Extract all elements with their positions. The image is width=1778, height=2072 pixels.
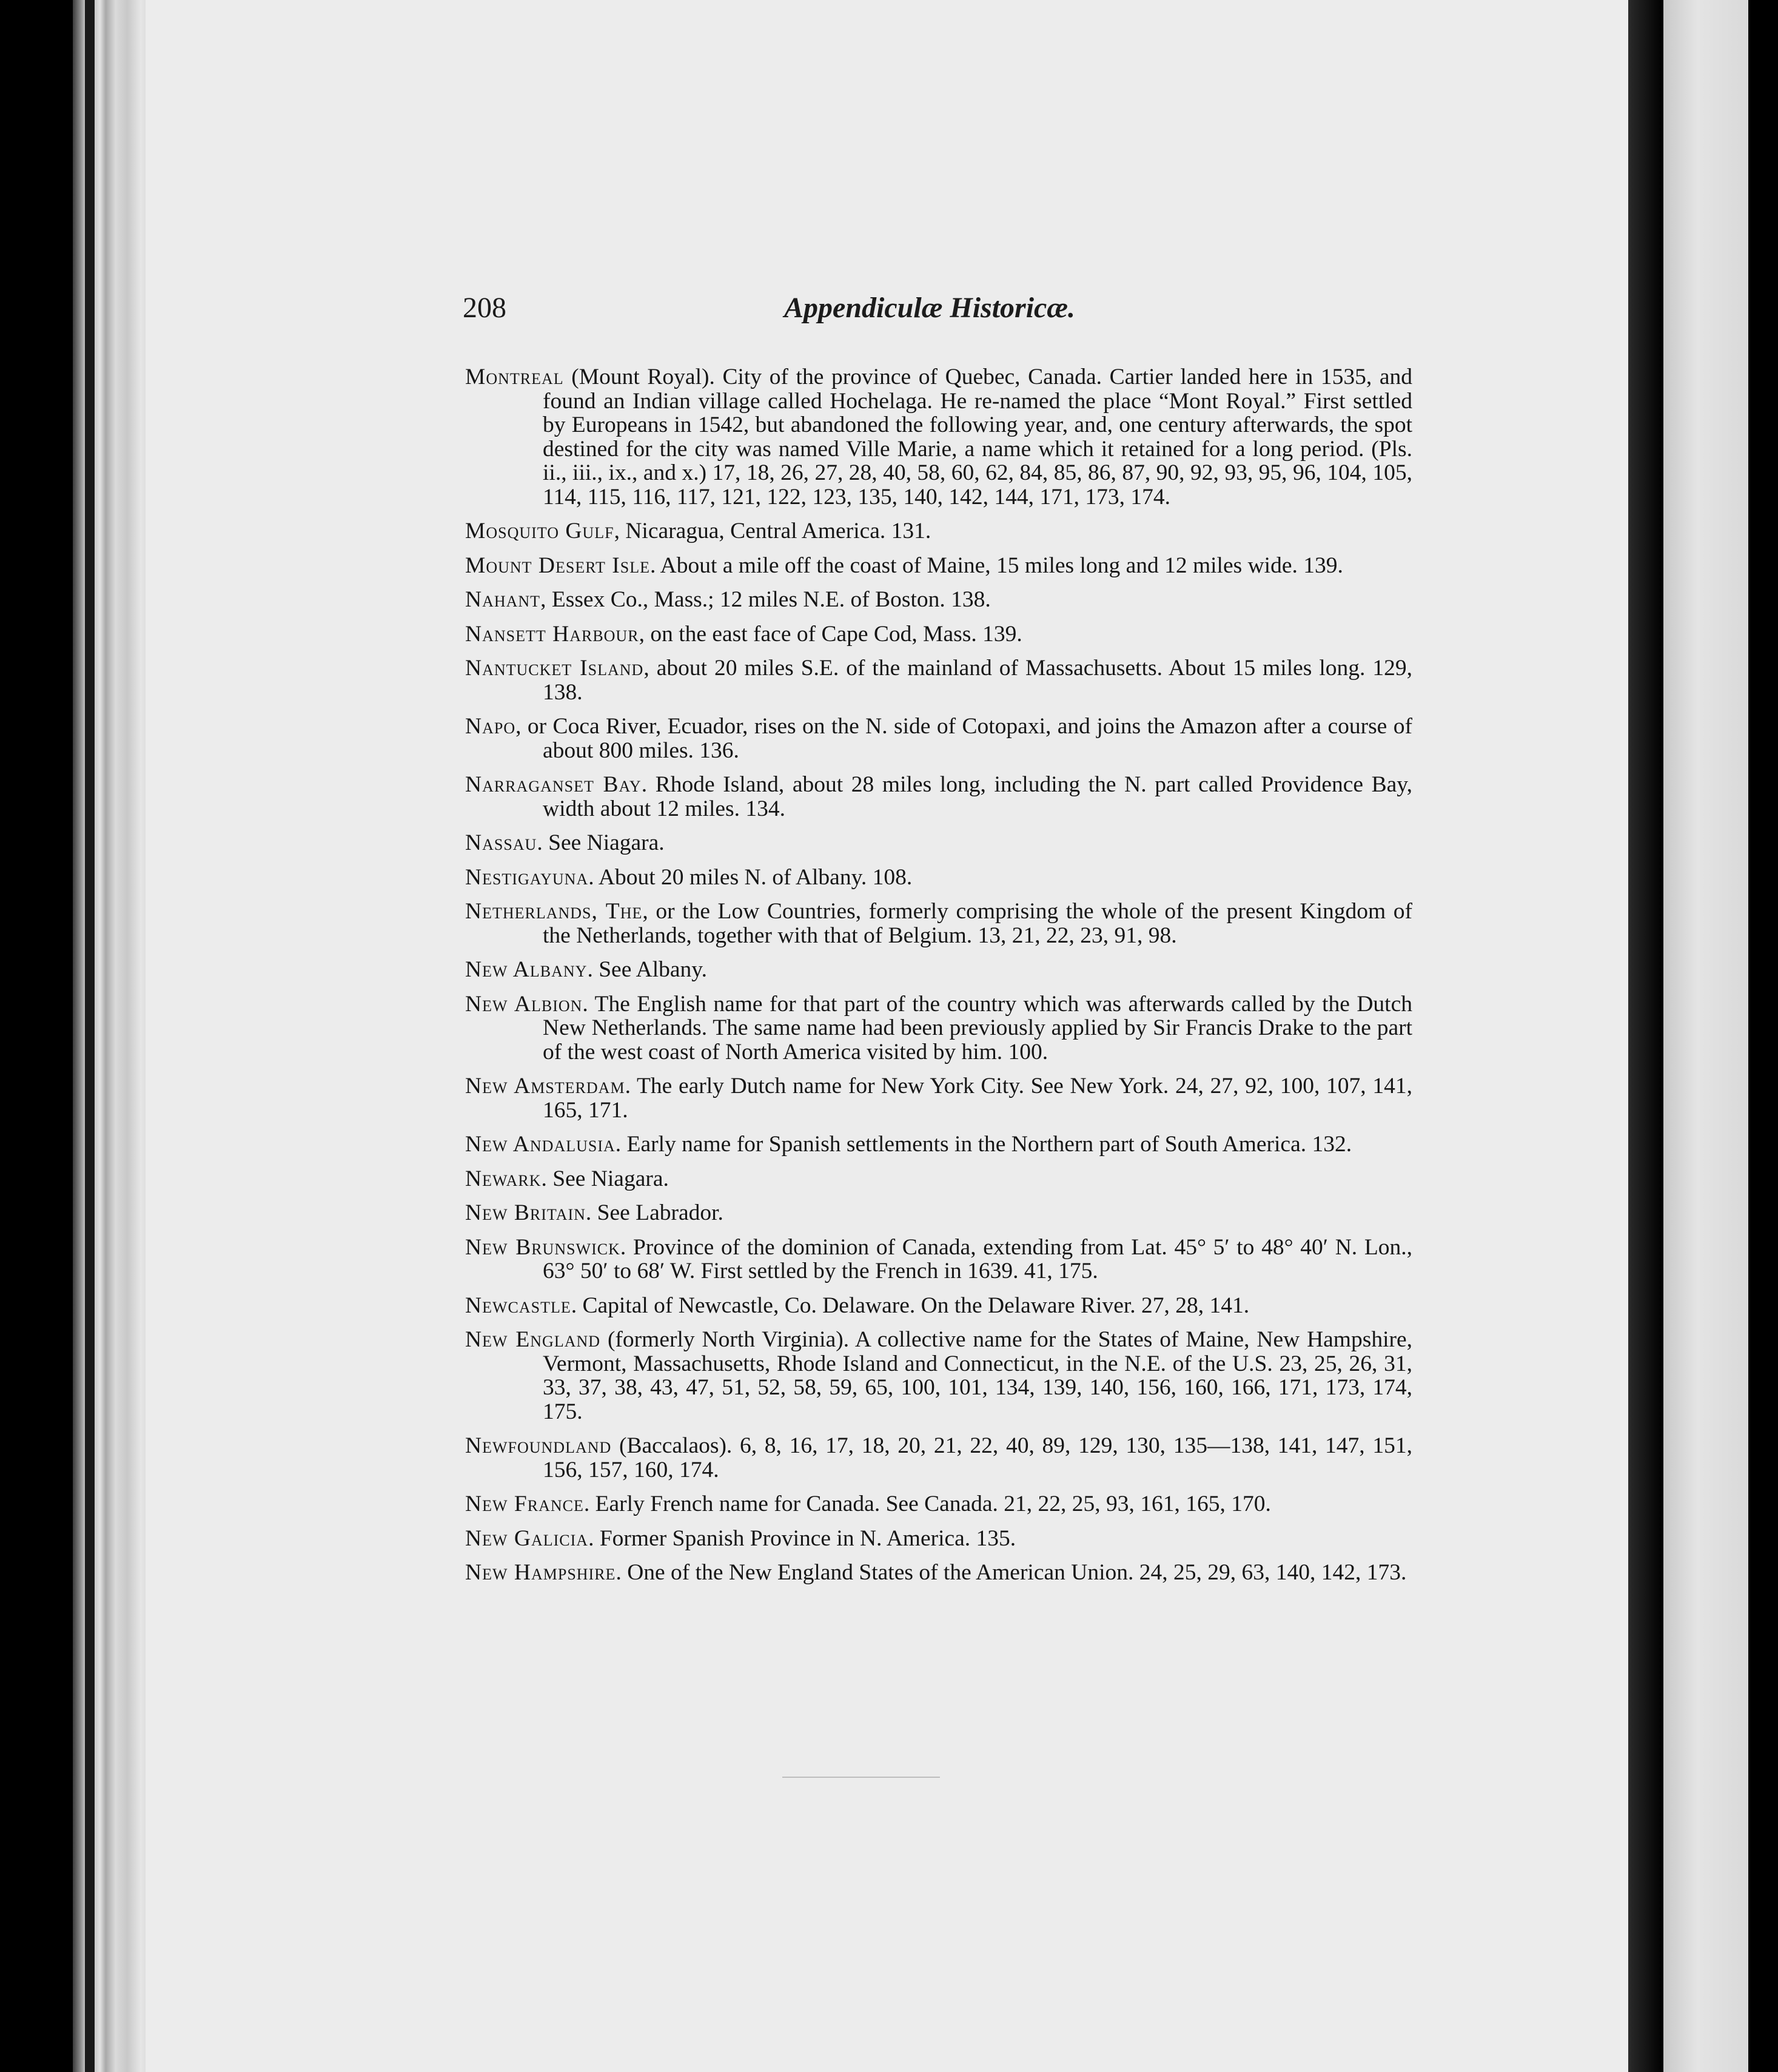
index-entry	[465, 831, 1412, 855]
gutter-shadow	[1628, 0, 1663, 2072]
index-entry	[465, 1492, 1412, 1516]
index-entry	[465, 1074, 1412, 1122]
index-entry	[465, 554, 1412, 578]
entry-heading: Netherlands, The	[465, 899, 643, 924]
entry-description: , Essex Co., Mass.; 12 miles N.E. of Boston. 138.	[540, 587, 991, 612]
index-entry	[465, 1294, 1412, 1318]
entry-description: . Capital of Newcastle, Co. Delaware. On the Delaware River. 27, 28, 141.	[571, 1293, 1250, 1318]
entry-heading: New Andalusia	[465, 1132, 616, 1157]
index-entry	[465, 588, 1412, 612]
entry-heading: New Hampshire	[465, 1560, 616, 1585]
index-entry	[465, 1434, 1412, 1482]
entry-description: (Baccalaos). 6, 8, 16, 17, 18, 20, 21, 22, 40, 89, 129, 130, 135—138, 141, 147, 151, 156, 157, 160, 174.	[543, 1433, 1412, 1482]
entry-heading: Montreal	[465, 365, 564, 389]
index-entry	[465, 1201, 1412, 1225]
entry-description: . Former Spanish Province in N. America. 135.	[588, 1525, 1016, 1551]
entry-heading: Nantucket Island	[465, 656, 644, 681]
index-entry	[465, 519, 1412, 543]
entry-heading: New England	[465, 1327, 601, 1352]
entry-description: . Early French name for Canada. See Canada. 21, 22, 25, 93, 161, 165, 170.	[583, 1492, 1271, 1516]
index-entry	[465, 1328, 1412, 1424]
index-entry	[465, 773, 1412, 821]
entry-description: , or the Low Countries, formerly comprising the whole of the present Kingdom of the Netherlands, together with that of Belgium. 13, 21, 22, 23, 91, 98.	[543, 899, 1413, 948]
entry-description: , or Coca River, Ecuador, rises on the N. side of Cotopaxi, and joins the Amazon after a course of about 800 miles. 136.	[515, 714, 1412, 763]
running-title: Appendiculæ Historicæ.	[784, 292, 1076, 324]
binding-shadow	[85, 0, 95, 2072]
entry-heading: Newcastle	[465, 1293, 571, 1318]
entry-description: . Early name for Spanish settlements in the Northern part of South America. 132.	[615, 1132, 1352, 1157]
index-entry	[465, 958, 1412, 982]
entry-description: . The English name for that part of the country which was afterwards called by the Dutch New Netherlands. The same name had been previously applied by Sir Francis Drake to the part of the west coast of North America visited by him. 100.	[543, 991, 1412, 1065]
entry-description: . See Niagara.	[537, 830, 665, 855]
entry-heading: Newark	[465, 1166, 542, 1191]
entry-description: . Rhode Island, about 28 miles long, including the N. part called Providence Bay, width about 12 miles. 134.	[543, 772, 1412, 821]
entry-description: , about 20 miles S.E. of the mainland of Massachusetts. About 15 miles long. 129, 138.	[543, 656, 1412, 705]
index-entry	[465, 1167, 1412, 1191]
index-entry	[465, 900, 1412, 947]
index-entry	[465, 1561, 1412, 1585]
index-entry	[465, 992, 1412, 1065]
entry-description: . See Niagara.	[541, 1166, 669, 1191]
index-entry	[465, 1527, 1412, 1551]
entry-description: , on the east face of Cape Cod, Mass. 139.	[639, 621, 1022, 647]
entry-description: . About a mile off the coast of Maine, 15 miles long and 12 miles wide. 139.	[649, 553, 1343, 578]
index-entry	[465, 1236, 1412, 1283]
entry-heading: Nestigayuna	[465, 864, 589, 890]
entry-heading: New Albany	[465, 957, 588, 982]
entry-description: . One of the New England States of the American Union. 24, 25, 29, 63, 140, 142, 173.	[616, 1560, 1407, 1585]
scan-border	[1748, 0, 1778, 2072]
end-rule	[782, 1777, 940, 1778]
index-entry	[465, 656, 1412, 704]
index-entry	[465, 715, 1412, 762]
entry-description: . The early Dutch name for New York City. See New York. 24, 27, 92, 100, 107, 141, 165, 171.	[543, 1074, 1412, 1123]
entry-description: (Mount Royal). City of the province of Quebec, Canada. Cartier landed here in 1535, and found an Indian village called Hochelaga. He re-named the place “Mont Royal.” First settled by Europeans in 1542, but abandoned the following year, and, one century afterwards, the spot destined for the city was named Ville Marie, a name which it retained for a long period. (Pls. ii., iii., ix., and x.) 17, 18, 26, 27, 28, 40, 58, 60, 62, 84, 85, 86, 87, 90, 92, 93, 95, 96, 104, 105, 114, 115, 116, 117, 121, 122, 123, 135, 140, 142, 144, 171, 173, 174.	[543, 365, 1412, 510]
entry-heading: Napo	[465, 714, 516, 739]
facing-page-edge	[1663, 0, 1748, 2072]
entry-description: . Province of the dominion of Canada, extending from Lat. 45° 5′ to 48° 40′ N. Lon., 63° 50′ to 68′ W. First settled by the French in 1639. 41, 175.	[543, 1234, 1413, 1283]
entry-heading: New Albion	[465, 991, 583, 1017]
entry-heading: New Galicia	[465, 1525, 589, 1551]
page-header	[463, 291, 1412, 334]
index-entry	[465, 622, 1412, 647]
entry-heading: New Britain	[465, 1200, 586, 1225]
entry-description: . About 20 miles N. of Albany. 108.	[588, 864, 913, 890]
page-number: 208	[463, 292, 506, 324]
entry-heading: Narraganset Bay	[465, 772, 642, 797]
entry-description: . See Labrador.	[585, 1200, 723, 1225]
gazetteer-entries	[465, 365, 1412, 1595]
entry-heading: New Brunswick	[465, 1234, 620, 1260]
entry-description: , Nicaragua, Central America. 131.	[614, 519, 931, 543]
entry-heading: New Amsterdam	[465, 1074, 625, 1098]
entry-heading: New France	[465, 1492, 584, 1516]
entry-heading: Nahant	[465, 587, 541, 612]
index-entry	[465, 1132, 1412, 1157]
entry-heading: Nassau	[465, 830, 537, 855]
entry-heading: Nansett Harbour	[465, 621, 639, 647]
entry-heading: Newfoundland	[465, 1433, 612, 1458]
entry-description: . See Albany.	[587, 957, 707, 982]
entry-heading: Mount Desert Isle	[465, 553, 650, 578]
index-entry	[465, 866, 1412, 890]
entry-description: (formerly North Virginia). A collective name for the States of Maine, New Hampshire, Vermont, Massachusetts, Rhode Island and Connecticut, in the N.E. of the U.S. 23, 25, 26, 31, 33, 37, 38, 43, 47, 51, 52, 58, 59, 65, 100, 101, 134, 139, 140, 156, 160, 166, 171, 173, 174, 175.	[543, 1327, 1412, 1424]
entry-heading: Mosquito Gulf	[465, 519, 614, 543]
index-entry	[465, 365, 1412, 509]
